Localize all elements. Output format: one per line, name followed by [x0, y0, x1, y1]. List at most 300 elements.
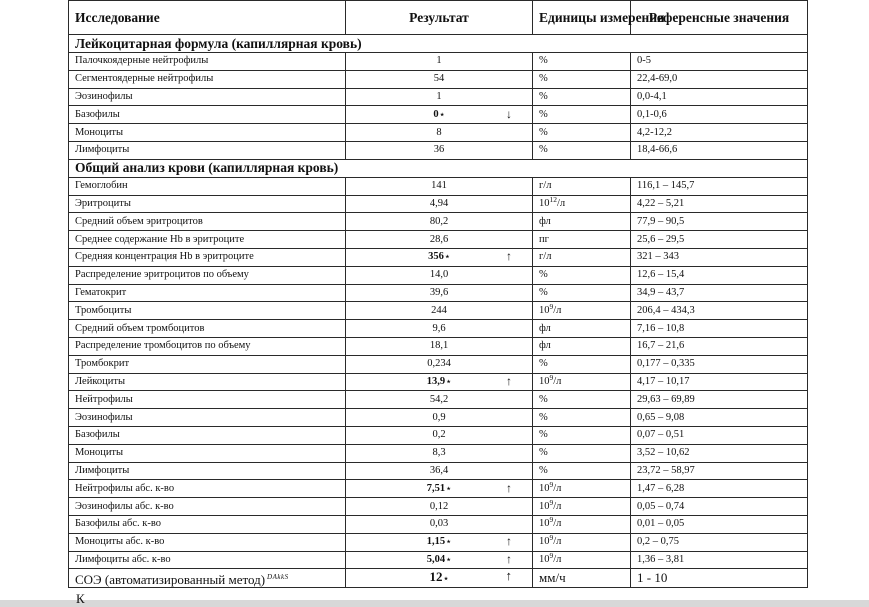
unit-base: пг [539, 233, 549, 245]
result-cell [346, 320, 533, 338]
result-wrap [352, 481, 526, 497]
result-wrap [352, 445, 526, 461]
reference-value: 0,65 – 9,08 [631, 409, 808, 427]
result-wrap [352, 125, 526, 141]
result-wrap [352, 89, 526, 105]
table-row [69, 498, 808, 516]
table-row [69, 195, 808, 213]
result-cell [346, 462, 533, 480]
result-wrap [352, 338, 526, 354]
unit-exponent: 9 [549, 372, 554, 382]
reference-value: 7,16 – 10,8 [631, 320, 808, 338]
arrow-up-icon: ↑ [505, 568, 512, 584]
test-name: Тромбоциты [69, 302, 346, 320]
reference-value: 1,47 – 6,28 [631, 480, 808, 498]
result-wrap [352, 267, 526, 283]
unit-base: г/л [539, 180, 552, 192]
table-row [69, 70, 808, 88]
unit-base: % [539, 411, 548, 423]
result-cell [346, 70, 533, 88]
table-row [69, 391, 808, 409]
reference-value: 23,72 – 58,97 [631, 462, 808, 480]
table-row [69, 462, 808, 480]
result-number: 7,51 [426, 482, 446, 494]
flag-star-icon: ⋆ [446, 376, 452, 386]
result-value [352, 305, 526, 317]
unit-cell [533, 141, 631, 159]
unit-cell [533, 195, 631, 213]
reference-value: 0,177 – 0,335 [631, 355, 808, 373]
reference-value: 321 – 343 [631, 248, 808, 266]
unit-base: % [539, 126, 548, 138]
unit-cell [533, 106, 631, 124]
unit-base: 10 [539, 553, 550, 565]
result-value [352, 465, 526, 477]
result-value [352, 234, 526, 246]
test-name: Базофилы абс. к-во [69, 515, 346, 533]
result-value [352, 568, 526, 585]
result-cell [346, 231, 533, 249]
reference-value: 3,52 – 10,62 [631, 444, 808, 462]
result-number: 0,2 [432, 429, 446, 441]
result-value [352, 251, 526, 263]
test-name: Моноциты [69, 444, 346, 462]
test-name: Моноциты абс. к-во [69, 533, 346, 551]
unit-cell [533, 444, 631, 462]
test-name: Эозинофилы [69, 88, 346, 106]
unit-cell: мм/ч [533, 569, 631, 588]
unit-exponent: 9 [549, 533, 554, 543]
table-row [69, 266, 808, 284]
result-wrap [352, 356, 526, 372]
result-value [352, 501, 526, 513]
result-wrap [352, 410, 526, 426]
table-header-row [69, 1, 808, 35]
unit-base: 10 [539, 536, 550, 548]
unit-base: % [539, 73, 548, 85]
result-cell [346, 444, 533, 462]
test-name: Лейкоциты [69, 373, 346, 391]
header-units: Единицы измерения [533, 1, 631, 35]
unit-cell [533, 337, 631, 355]
test-name [69, 569, 346, 588]
result-value [352, 480, 526, 495]
result-number: 54 [433, 73, 445, 85]
unit-cell [533, 373, 631, 391]
unit-cell [533, 70, 631, 88]
result-value [352, 144, 526, 156]
test-name: Палочкоядерные нейтрофилы [69, 53, 346, 71]
unit-tail: /л [553, 375, 562, 387]
test-name: Лимфоциты [69, 462, 346, 480]
unit-base: г/л [539, 251, 552, 263]
table-row [69, 106, 808, 124]
unit-cell [533, 302, 631, 320]
table-row [69, 533, 808, 551]
result-value [352, 269, 526, 281]
table-row [69, 355, 808, 373]
result-cell [346, 53, 533, 71]
unit-cell [533, 231, 631, 249]
result-number: 4,94 [429, 197, 449, 209]
result-wrap [352, 570, 526, 586]
result-wrap [352, 214, 526, 230]
unit-cell [533, 177, 631, 195]
table-row [69, 426, 808, 444]
result-number: 0,03 [429, 518, 449, 530]
reference-value: 116,1 – 145,7 [631, 177, 808, 195]
unit-tail: /л [553, 553, 562, 565]
unit-base: фл [539, 322, 551, 334]
result-cell [346, 124, 533, 142]
reference-value: 0,05 – 0,74 [631, 498, 808, 516]
result-number: 1,15 [426, 536, 446, 548]
reference-value: 4,22 – 5,21 [631, 195, 808, 213]
test-name: Базофилы [69, 106, 346, 124]
test-name: Эозинофилы абс. к-во [69, 498, 346, 516]
result-wrap [352, 232, 526, 248]
flag-star-icon: ⋆ [444, 252, 450, 262]
unit-exponent: 12 [549, 194, 557, 204]
result-wrap [352, 196, 526, 212]
result-cell [346, 266, 533, 284]
unit-cell [533, 480, 631, 498]
result-cell [346, 533, 533, 551]
unit-cell [533, 248, 631, 266]
result-number: 0 [433, 108, 439, 120]
result-number: 18,1 [429, 340, 449, 352]
result-cell [346, 551, 533, 569]
unit-base: % [539, 90, 548, 102]
flag-star-icon: ⋆ [446, 483, 452, 493]
result-value [352, 287, 526, 299]
test-name: Средний объем эритроцитов [69, 213, 346, 231]
result-number: 14,0 [429, 269, 449, 281]
test-name: Сегментоядерные нейтрофилы [69, 70, 346, 88]
test-name: Средняя концентрация Hb в эритроците [69, 248, 346, 266]
result-value [352, 323, 526, 335]
result-cell [346, 373, 533, 391]
result-number: 1 [436, 55, 442, 67]
unit-cell [533, 551, 631, 569]
result-cell [346, 409, 533, 427]
test-name: Распределение эритроцитов по объему [69, 266, 346, 284]
result-wrap [352, 516, 526, 532]
unit-base: % [539, 55, 548, 67]
unit-cell [533, 498, 631, 516]
unit-base: 10 [539, 500, 550, 512]
result-value [352, 447, 526, 459]
test-name: Эозинофилы [69, 409, 346, 427]
result-number: 8,3 [432, 447, 446, 459]
result-value [352, 412, 526, 424]
unit-cell [533, 53, 631, 71]
unit-cell [533, 533, 631, 551]
result-value [352, 536, 526, 548]
reference-value: 0,0-4,1 [631, 88, 808, 106]
result-wrap [352, 321, 526, 337]
result-value [352, 55, 526, 67]
unit-base: % [539, 447, 548, 459]
result-number: 0,9 [432, 411, 446, 423]
result-value [352, 429, 526, 441]
reference-value: 0,2 – 0,75 [631, 533, 808, 551]
table-row [69, 248, 808, 266]
result-wrap [352, 71, 526, 87]
test-name: Средний объем тромбоцитов [69, 320, 346, 338]
table-row [69, 480, 808, 498]
flag-star-icon: ⋆ [443, 574, 449, 584]
result-number: 5,04 [426, 553, 446, 565]
test-name: Тромбокрит [69, 355, 346, 373]
esr-name: СОЭ (автоматизированный метод) [75, 571, 266, 587]
result-wrap [352, 303, 526, 319]
table-row [69, 284, 808, 302]
result-number: 244 [431, 304, 447, 316]
unit-exponent: 9 [549, 497, 554, 507]
section-header [69, 35, 808, 53]
table-row [69, 337, 808, 355]
reference-value: 77,9 – 90,5 [631, 213, 808, 231]
result-value [352, 551, 526, 566]
flag-star-icon: ⋆ [439, 109, 445, 119]
result-wrap [352, 552, 526, 568]
header-result: Результат [346, 1, 533, 35]
unit-base: % [539, 464, 548, 476]
unit-base: % [539, 286, 548, 298]
result-cell [346, 88, 533, 106]
esr-row [69, 569, 808, 588]
table-row [69, 444, 808, 462]
arrow-up-icon: ↑ [506, 534, 512, 549]
result-cell [346, 177, 533, 195]
result-cell [346, 515, 533, 533]
result-cell [346, 248, 533, 266]
unit-base: фл [539, 215, 551, 227]
unit-base: 10 [539, 482, 550, 494]
result-wrap [352, 178, 526, 194]
test-name: Гематокрит [69, 284, 346, 302]
section-header [69, 159, 808, 177]
result-value [352, 373, 526, 388]
unit-tail: /л [557, 197, 566, 209]
unit-tail: /л [553, 536, 562, 548]
unit-cell [533, 409, 631, 427]
unit-exponent: 9 [549, 301, 554, 311]
result-number: 80,2 [429, 215, 449, 227]
result-value [352, 394, 526, 406]
reference-value: 4,2-12,2 [631, 124, 808, 142]
unit-cell [533, 391, 631, 409]
arrow-up-icon: ↑ [506, 373, 512, 388]
result-wrap [352, 463, 526, 479]
result-wrap [352, 107, 526, 123]
test-name: Нейтрофилы [69, 391, 346, 409]
result-value [352, 340, 526, 352]
unit-exponent: 9 [549, 515, 554, 525]
unit-base: 10 [539, 304, 550, 316]
result-wrap [352, 427, 526, 443]
reference-value: 0-5 [631, 53, 808, 71]
result-cell [346, 355, 533, 373]
table-row [69, 373, 808, 391]
result-value [352, 106, 526, 121]
reference-value: 0,1-0,6 [631, 106, 808, 124]
result-number: 356 [428, 251, 444, 263]
unit-base: % [539, 144, 548, 156]
reference-value: 34,9 – 43,7 [631, 284, 808, 302]
result-cell [346, 426, 533, 444]
reference-value: 25,6 – 29,5 [631, 231, 808, 249]
result-cell [346, 480, 533, 498]
result-wrap [352, 534, 526, 550]
unit-base: фл [539, 340, 551, 352]
reference-value: 4,17 – 10,17 [631, 373, 808, 391]
arrow-down-icon: ↓ [506, 106, 512, 121]
reference-value: 206,4 – 434,3 [631, 302, 808, 320]
result-wrap [352, 53, 526, 69]
table-row [69, 177, 808, 195]
unit-base: % [539, 393, 548, 405]
arrow-up-icon: ↑ [506, 480, 512, 495]
result-wrap [352, 142, 526, 158]
table-row [69, 88, 808, 106]
unit-base: % [539, 269, 548, 281]
unit-base: % [539, 358, 548, 370]
reference-value: 16,7 – 21,6 [631, 337, 808, 355]
unit-cell [533, 462, 631, 480]
unit-tail: /л [553, 500, 562, 512]
reference-value: 0,01 – 0,05 [631, 515, 808, 533]
unit-cell [533, 355, 631, 373]
reference-value: 29,63 – 69,89 [631, 391, 808, 409]
unit-cell [533, 426, 631, 444]
table-row [69, 231, 808, 249]
test-name: Лимфоциты абс. к-во [69, 551, 346, 569]
result-number: 0,12 [429, 500, 449, 512]
result-value [352, 216, 526, 228]
unit-cell [533, 213, 631, 231]
result-number: 28,6 [429, 233, 449, 245]
reference-value: 18,4-66,6 [631, 141, 808, 159]
result-cell [346, 498, 533, 516]
table-row [69, 409, 808, 427]
result-cell [346, 213, 533, 231]
reference-value: 1,36 – 3,81 [631, 551, 808, 569]
result-cell [346, 337, 533, 355]
result-cell [346, 195, 533, 213]
table-row [69, 551, 808, 569]
table-row [69, 515, 808, 533]
unit-tail: /л [553, 304, 562, 316]
test-name: Среднее содержание Hb в эритроците [69, 231, 346, 249]
result-number: 13,9 [426, 375, 446, 387]
test-name: Нейтрофилы абс. к-во [69, 480, 346, 498]
unit-cell [533, 284, 631, 302]
reference-value: 1 - 10 [631, 569, 808, 588]
results-body [69, 35, 808, 588]
result-cell [346, 302, 533, 320]
flag-star-icon: ⋆ [446, 554, 452, 564]
result-number: 0,234 [427, 358, 451, 370]
unit-cell [533, 515, 631, 533]
arrow-up-icon: ↑ [506, 551, 512, 566]
result-number: 36,4 [429, 464, 449, 476]
unit-cell [533, 320, 631, 338]
result-number: 1 [436, 90, 442, 102]
unit-exponent: 9 [549, 550, 554, 560]
unit-tail: /л [553, 518, 562, 530]
test-name: Гемоглобин [69, 177, 346, 195]
result-cell [346, 569, 533, 588]
unit-tail: /л [553, 482, 562, 494]
result-number: 39,6 [429, 286, 449, 298]
table-row [69, 53, 808, 71]
test-name: Распределение тромбоцитов по объему [69, 337, 346, 355]
result-number: 141 [431, 180, 447, 192]
result-number: 8 [436, 126, 442, 138]
result-value [352, 73, 526, 85]
unit-cell [533, 88, 631, 106]
table-row [69, 213, 808, 231]
result-number: 9,6 [432, 322, 446, 334]
unit-base: 10 [539, 518, 550, 530]
result-wrap [352, 374, 526, 390]
result-cell [346, 106, 533, 124]
result-wrap [352, 392, 526, 408]
result-value [352, 358, 526, 370]
unit-exponent: 9 [549, 479, 554, 489]
unit-base: % [539, 108, 548, 120]
result-number: 36 [433, 144, 445, 156]
table-row [69, 124, 808, 142]
flag-star-icon: ⋆ [446, 537, 452, 547]
test-name: Эритроциты [69, 195, 346, 213]
lab-results-table [68, 0, 808, 588]
arrow-up-icon: ↑ [506, 249, 512, 264]
table-row [69, 320, 808, 338]
result-wrap [352, 285, 526, 301]
result-wrap [352, 249, 526, 265]
truncated-footer-text: К [76, 591, 85, 606]
result-value [352, 180, 526, 192]
reference-value: 0,07 – 0,51 [631, 426, 808, 444]
unit-base: % [539, 429, 548, 441]
section-title: Общий анализ крови (капиллярная кровь) [69, 159, 808, 177]
result-cell [346, 284, 533, 302]
header-reference: Референсные значения [631, 1, 808, 35]
reference-value: 22,4-69,0 [631, 70, 808, 88]
test-name: Базофилы [69, 426, 346, 444]
result-cell [346, 391, 533, 409]
table-row [69, 302, 808, 320]
header-test: Исследование [69, 1, 346, 35]
signature-mark: DAkkS [267, 572, 289, 581]
result-value [352, 127, 526, 139]
result-value [352, 91, 526, 103]
result-cell [346, 141, 533, 159]
result-wrap [352, 499, 526, 515]
test-name: Лимфоциты [69, 141, 346, 159]
result-value [352, 198, 526, 210]
section-title: Лейкоцитарная формула (капиллярная кровь) [69, 35, 808, 53]
result-number: 54,2 [429, 393, 449, 405]
reference-value: 12,6 – 15,4 [631, 266, 808, 284]
unit-base: 10 [539, 197, 550, 209]
test-name: Моноциты [69, 124, 346, 142]
unit-cell [533, 266, 631, 284]
table-row [69, 141, 808, 159]
